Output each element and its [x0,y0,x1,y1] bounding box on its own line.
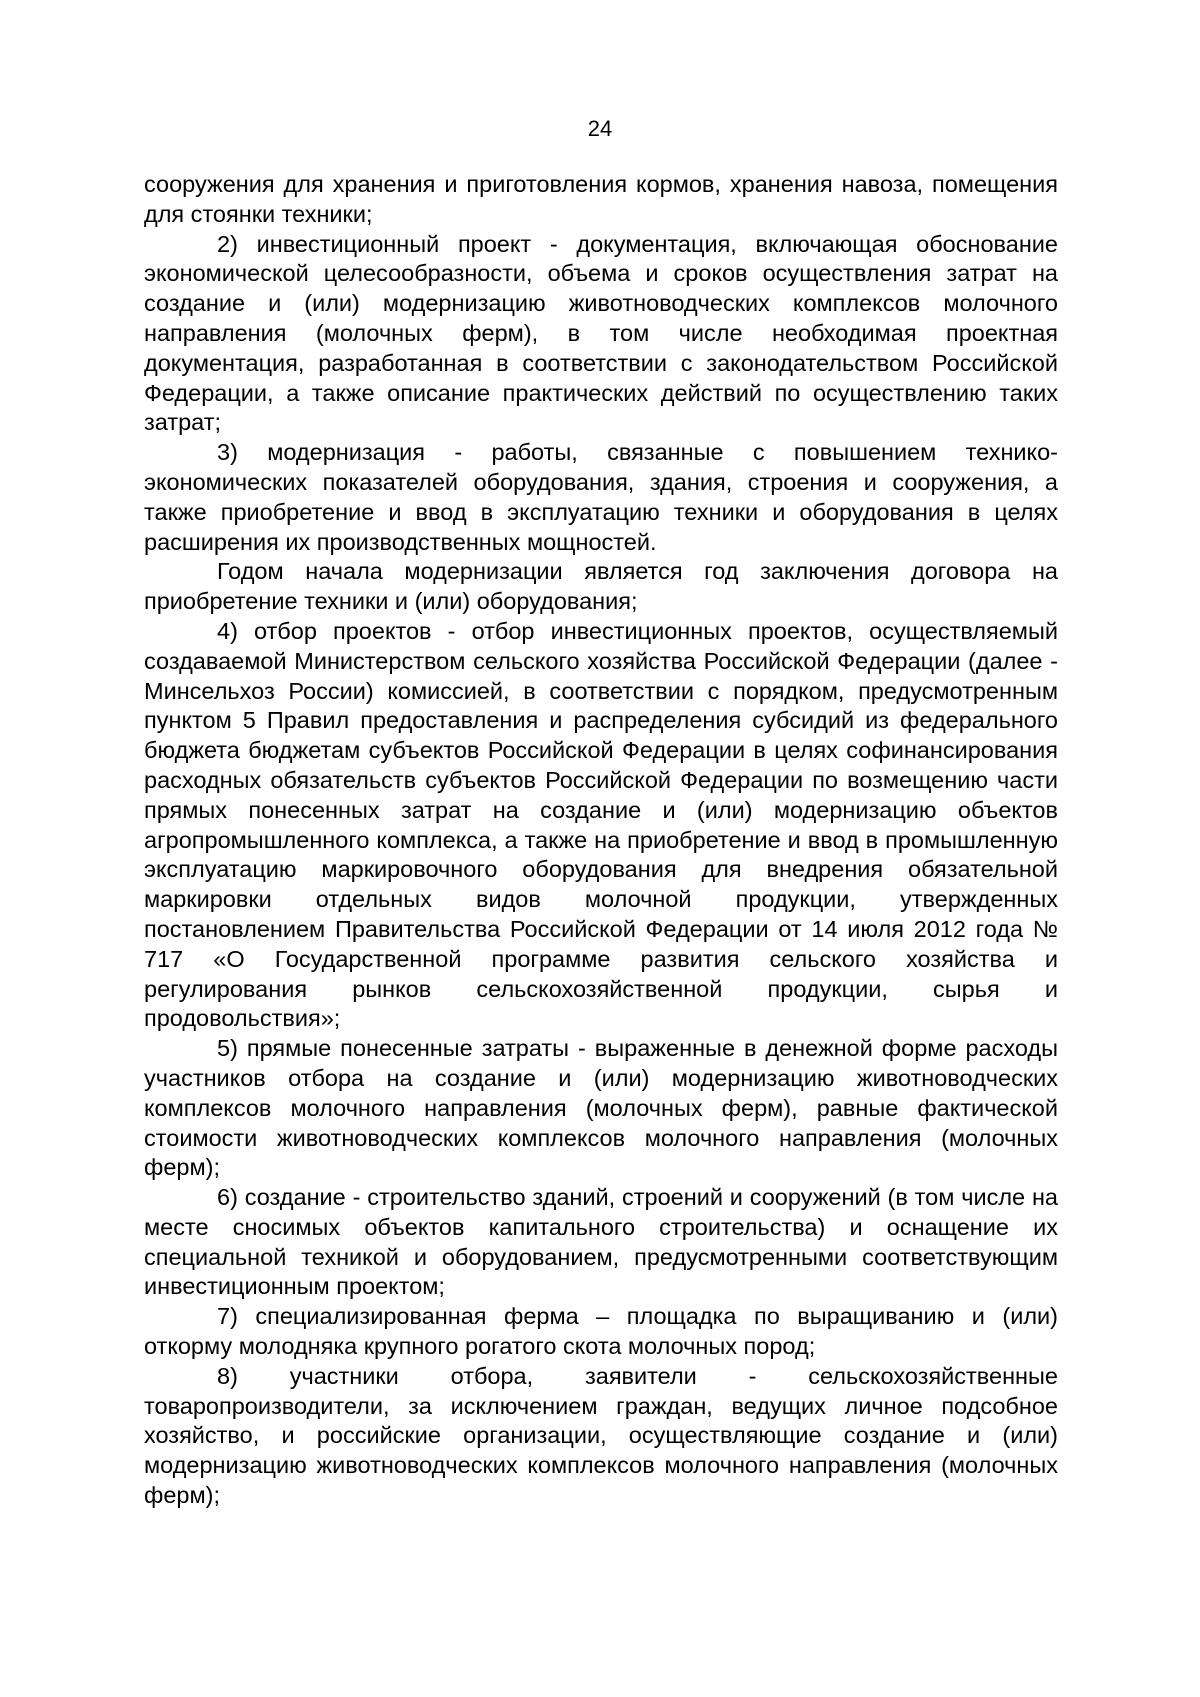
document-body [144,170,1058,1511]
paragraph-item-6: 6) создание - строительство зданий, строений и сооружений (в том числе на месте сносимых объектов капитального строительства) и оснащение их специальной техникой и оборудованием, предусмотренными соответствующим инвестиционным проектом; [144,1184,1058,1300]
paragraph-item-4: 4) отбор проектов - отбор инвестиционных проектов, осуществляемый создаваемой Министерством сельского хозяйства Российской Федерации (далее - Минсельхоз России) комиссией, в соответствии с порядком, предусмотренным пунктом 5 Правил предоставления и распределения субсидий из федерального бюджета бюджетам субъектов Российской Федерации в целях софинансирования расходных обязательств субъектов Российской Федерации по возмещению части прямых понесенных затрат на создание и (или) модернизацию объектов агропромышленного комплекса, а также на приобретение и ввод в промышленную эксплуатацию маркировочного оборудования для внедрения обязательной маркировки отдельных видов молочной продукции, утвержденных постановлением Правительства Российской Федерации от 14 июля 2012 года № 717 «О Государственной программе развития сельского хозяйства и регулирования рынков сельскохозяйственной продукции, сырья и продовольствия»; [144,617,1058,1032]
paragraph-continuation: сооружения для хранения и приготовления кормов, хранения навоза, помещения для стоянки техники; [144,171,1058,227]
paragraph-item-8: 8) участники отбора, заявители - сельскохозяйственные товаропроизводители, за исключением граждан, ведущих личное подсобное хозяйство, и российские организации, осуществляющие создание и (или) модернизацию животноводческих комплексов молочного направления (молочных ферм); [144,1362,1058,1509]
paragraph-item-7: 7) специализированная ферма – площадка по выращиванию и (или) откорму молодняка крупного рогатого скота молочных пород; [144,1303,1058,1360]
paragraph-item-5: 5) прямые понесенные затраты - выраженные в денежной форме расходы участников отбора на создание и (или) модернизацию животноводческих комплексов молочного направления (молочных ферм), равные фактической стоимости животноводческих комплексов молочного направления (молочных ферм); [144,1035,1058,1181]
page-number: 24 [587,116,613,141]
paragraph-item-2: 2) инвестиционный проект - документация, включающая обоснование экономической целесообразности, объема и сроков осуществления затрат на создание и (или) модернизацию животноводческих комплексов молочного направления (молочных ферм), в том числе необходимая проектная документация, разработанная в соответствии с законодательством Российской Федерации, а также описание практических действий по осуществлению таких затрат; [144,230,1058,436]
paragraph-modernization-year: Годом начала модернизации является год заключения договора на приобретение техники и (или) оборудования; [144,558,1058,615]
paragraph-item-3: 3) модернизация - работы, связанные с повышением технико-экономических показателей оборудования, здания, строения и сооружения, а также приобретение и ввод в эксплуатацию техники и оборудования в целях расширения их производственных мощностей. [144,439,1058,555]
